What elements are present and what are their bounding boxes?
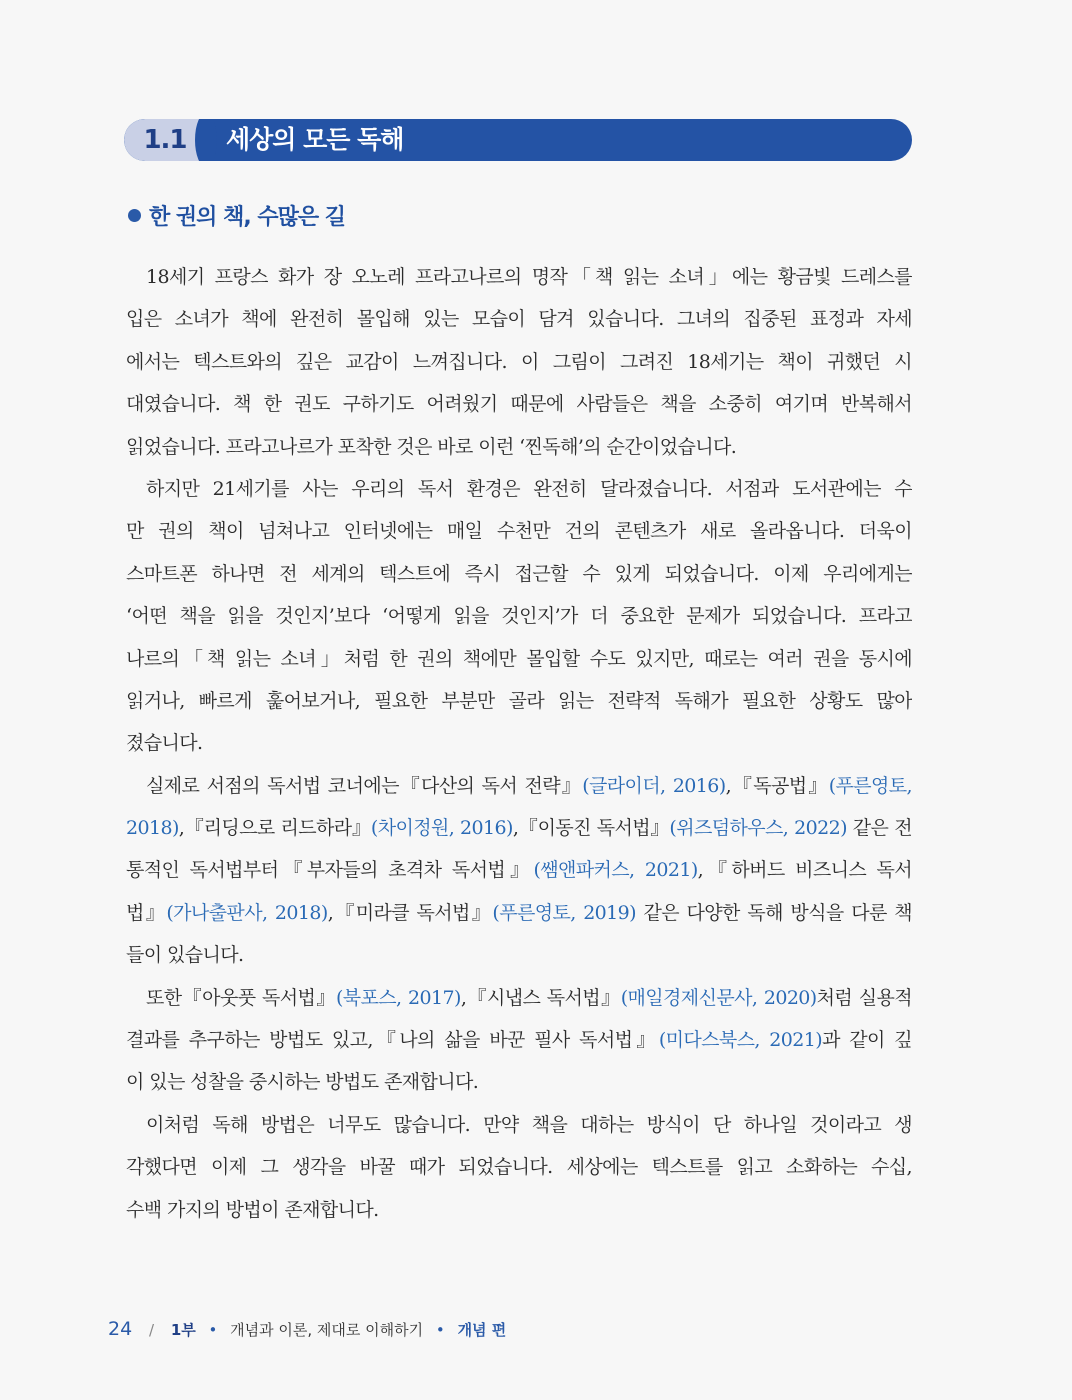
citation-text: (푸른영토,: [828, 774, 912, 797]
line-text: 실제로 서점의 독서법 코너에는『다산의 독서 전략』: [146, 774, 583, 797]
citation-text: (매일경제신문사, 2020): [620, 986, 817, 1009]
footer-kind: 개념 편: [457, 1321, 507, 1339]
line-text: 결과를 추구하는 방법도 있고,『나의 삶을 바꾼 필사 독서법』: [126, 1029, 659, 1052]
line-text: 통적인 독서법부터『부자들의 초격차 독서법』: [126, 859, 534, 882]
line-text: 법』: [126, 901, 167, 924]
bullet-dot-icon: [128, 209, 141, 222]
citation-text: (차이정원, 2016): [370, 817, 513, 840]
footer-part: 1부: [170, 1321, 196, 1339]
line-text: ,『리딩으로 리드하라』: [178, 817, 371, 840]
text-line: [126, 468, 912, 510]
line-text: 과 같이 깊: [822, 1029, 912, 1052]
line-text: 수백 가지의 방법이 존재합니다.: [126, 1198, 379, 1221]
text-line: [126, 680, 912, 722]
citation-text: (위즈덤하우스, 2022): [669, 817, 847, 840]
footer-bullet: •: [208, 1321, 218, 1339]
line-text: 입은 소녀가 책에 완전히 몰입해 있는 모습이 담겨 있습니다. 그녀의 집중된 표정과 자세: [126, 308, 912, 331]
text-line: [126, 510, 912, 552]
text-line: [126, 849, 912, 891]
line-text: 졌습니다.: [126, 732, 203, 755]
section-number: 1.1: [124, 119, 206, 161]
line-text: 나르의「책 읽는 소녀」처럼 한 권의 책에만 몰입할 수도 있지만, 때로는 여러 권을 동시에: [126, 647, 912, 670]
text-line: [126, 341, 912, 383]
text-line: [126, 553, 912, 595]
text-line: [126, 383, 912, 425]
line-text: 대였습니다. 책 한 권도 구하기도 어려웠기 때문에 사람들은 책을 소중히 여기며 반복해서: [126, 393, 912, 416]
text-line: [126, 426, 912, 468]
line-text: 만 권의 책이 넘쳐나고 인터넷에는 매일 수천만 건의 콘텐츠가 새로 올라옵니다. 더욱이: [126, 520, 912, 543]
text-line: [126, 892, 912, 934]
text-line: [126, 1146, 912, 1188]
line-text: 들이 있습니다.: [126, 944, 244, 967]
line-text: ,『미라클 독서법』: [327, 901, 493, 924]
text-line: [126, 1019, 912, 1061]
text-line: [126, 807, 912, 849]
page-number: 24: [108, 1318, 133, 1340]
footer-bullet: •: [435, 1321, 445, 1339]
line-text: 18세기 프랑스 화가 장 오노레 프라고나르의 명작「책 읽는 소녀」에는 황금빛 드레스를: [146, 266, 912, 288]
text-line: [126, 298, 912, 340]
citation-text: (북포스, 2017): [335, 986, 461, 1009]
text-line: [126, 1189, 912, 1231]
text-line: [126, 638, 912, 680]
text-line: [126, 977, 912, 1019]
citation-text: (푸른영토, 2019): [492, 901, 636, 924]
text-line: [126, 595, 912, 637]
line-text: 이 있는 성찰을 중시하는 방법도 존재합니다.: [126, 1071, 479, 1094]
line-text: ‘어떤 책을 읽을 것인지’보다 ‘어떻게 읽을 것인지’가 더 중요한 문제가 되었습니다. 프라고: [126, 605, 912, 628]
citation-text: (가나출판사, 2018): [166, 901, 328, 924]
citation-text: (글라이더, 2016): [582, 774, 726, 797]
footer-chapter: 개념과 이론, 제대로 이해하기: [230, 1321, 424, 1339]
line-text: 처럼 실용적: [816, 986, 912, 1009]
line-text: 읽었습니다. 프라고나르가 포착한 것은 바로 이런 ‘찐독해’의 순간이었습니다.: [126, 435, 737, 458]
line-text: 같은 다양한 독해 방식을 다룬 책: [635, 901, 912, 924]
line-text: 스마트폰 하나면 전 세계의 텍스트에 즉시 접근할 수 있게 되었습니다. 이제 우리에게는: [126, 562, 912, 585]
section-title: 세상의 모든 독해: [226, 125, 404, 154]
line-text: ,『이동진 독서법』: [512, 817, 670, 840]
page-footer: [108, 1318, 506, 1340]
subheading: [128, 200, 345, 231]
text-line: [126, 765, 912, 807]
line-text: 또한『아웃풋 독서법』: [146, 986, 336, 1009]
footer-separator: /: [148, 1321, 155, 1339]
line-text: 각했다면 이제 그 생각을 바꿀 때가 되었습니다. 세상에는 텍스트를 읽고 소화하는 수십,: [126, 1156, 912, 1179]
line-text: 읽거나, 빠르게 훑어보거나, 필요한 부분만 골라 읽는 전략적 독해가 필요한 상황도 많아: [126, 689, 912, 712]
text-line: [126, 1061, 912, 1103]
citation-text: (쌤앤파커스, 2021): [533, 859, 698, 882]
citation-text: (미다스북스, 2021): [658, 1029, 823, 1052]
subheading-text: 한 권의 책, 수많은 길: [149, 205, 346, 230]
section-header-bar: [124, 119, 912, 161]
line-text: 같은 전: [846, 817, 912, 840]
text-line: [126, 1104, 912, 1146]
section-notch-divider: [195, 119, 217, 161]
body-text: [126, 256, 912, 1231]
text-line: [126, 722, 912, 764]
line-text: ,『하버드 비즈니스 독서: [697, 859, 912, 882]
line-text: 하지만 21세기를 사는 우리의 독서 환경은 완전히 달라졌습니다. 서점과 도서관에는 수: [146, 477, 912, 500]
line-text: ,『시냅스 독서법』: [460, 986, 621, 1009]
line-text: ,『독공법』: [725, 774, 829, 797]
line-text: 에서는 텍스트와의 깊은 교감이 느껴집니다. 이 그림이 그려진 18세기는 책이 귀했던 시: [126, 350, 912, 373]
citation-text: 2018): [126, 817, 179, 840]
line-text: 이처럼 독해 방법은 너무도 많습니다. 만약 책을 대하는 방식이 단 하나일 것이라고 생: [146, 1113, 912, 1136]
text-line: [126, 256, 912, 298]
text-line: [126, 934, 912, 976]
